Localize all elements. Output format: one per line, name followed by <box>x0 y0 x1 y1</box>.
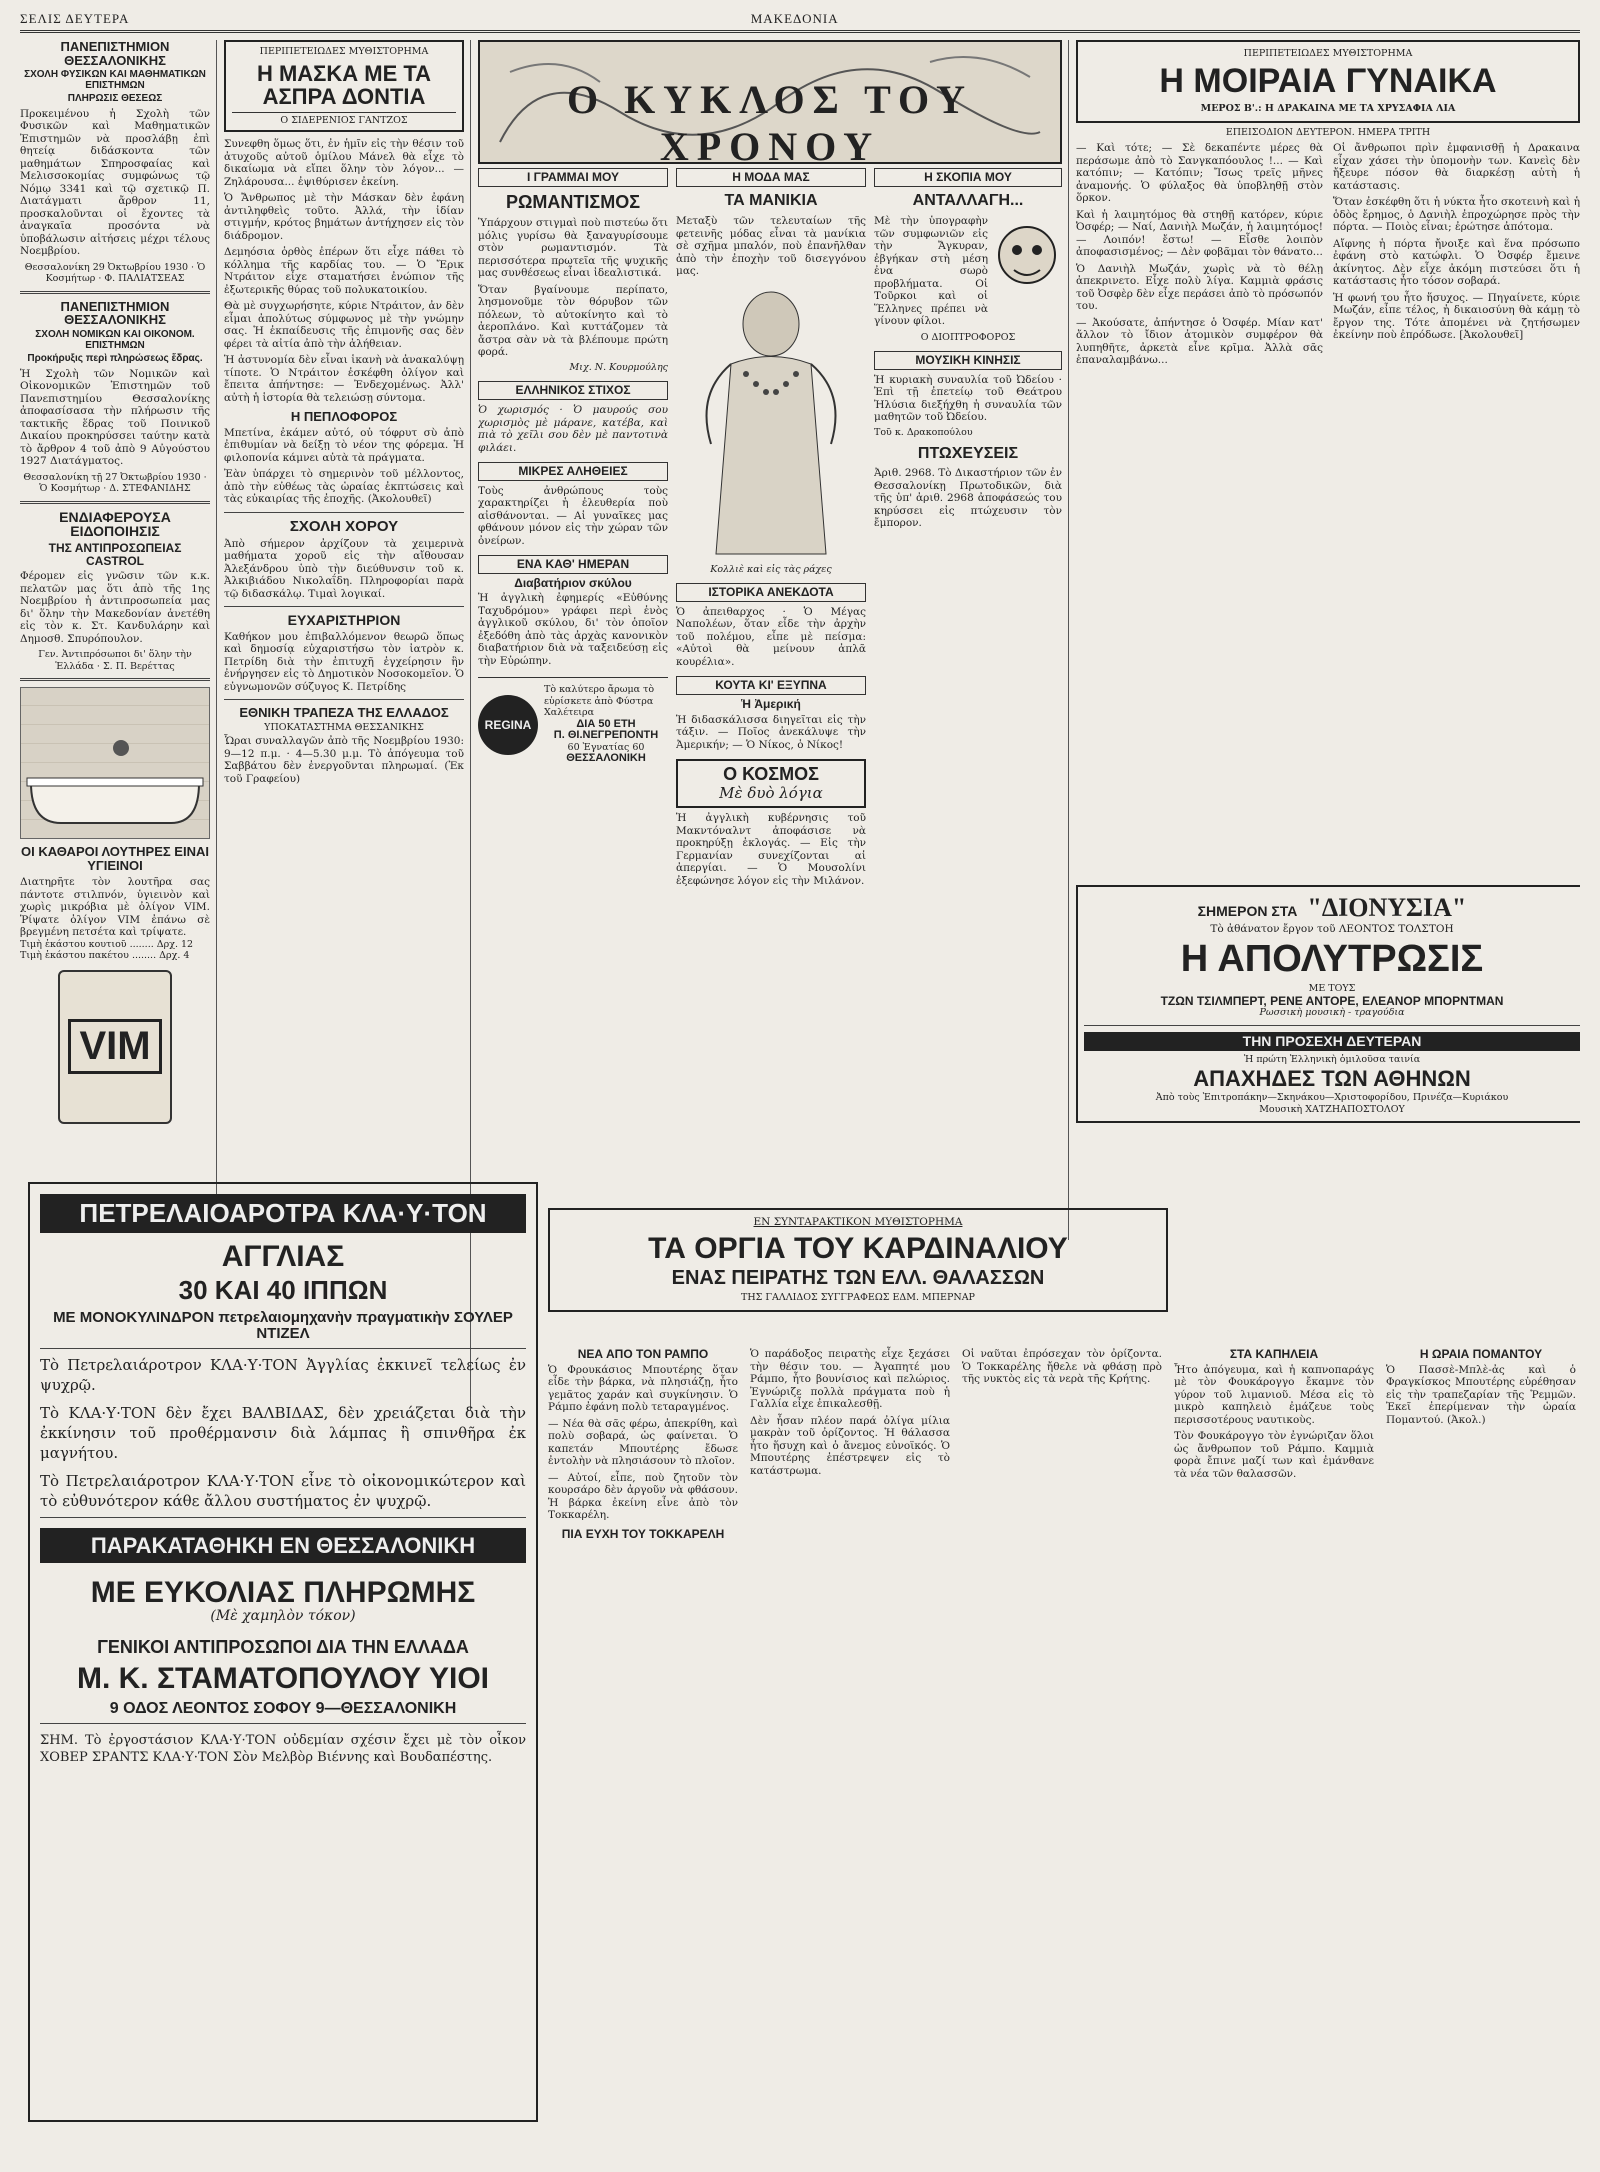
bathtub-illustration <box>20 687 210 839</box>
article-signature: Μιχ. Ν. Κουρμούλης <box>569 361 668 373</box>
cinema-cast: ΤΖΩΝ ΤΣΙΛΜΠΕΡΤ, ΡΕΝΕ ΑΝΤΟΡΕ, ΕΛΕΑΝΟΡ ΜΠΟΡΝΤΜΑΝ <box>1160 993 1504 1008</box>
cinema-next-line: Ἡ πρώτη Ἑλληνικὴ ὁμιλοῦσα ταινία <box>1243 1053 1421 1065</box>
notice-subheading: ΣΧΟΛΗ ΝΟΜΙΚΩΝ ΚΑΙ ΟΙΚΟΝΟΜ. ΕΠΙΣΤΗΜΩΝ <box>35 329 195 351</box>
vim-ad-heading: ΟΙ ΚΑΘΑΡΟΙ ΛΟΥΤΗΡΕΣ ΕΙΝΑΙ ΥΓΙΕΙΝΟΙ <box>21 844 209 873</box>
article-heading: ΠΤΩΧΕΥΣΕΙΣ <box>917 445 1019 463</box>
serial-body: Ὁ Δανιὴλ Μωζάν, χωρὶς νὰ τὸ θέλῃ ἀπεκρινετο. Εἶχε πολὺ λίγα. Καμμιὰ φράσις τοῦ Ὀσφὲρ δὲν εἶχε περάσει ἀπὸ τὸ πρόσωπόν του. <box>1076 262 1323 313</box>
cinema-next-cast: Ἀπὸ τοὺς Ἐπιτροπάκην—Σκηνάκου—Χριστοφορίδου, Πρινέζα—Κυριάκου <box>1155 1092 1509 1104</box>
ezine-subcol-middle <box>676 168 866 1198</box>
tractor-reps: ΓΕΝΙΚΟΙ ΑΝΤΙΠΡΟΣΩΠΟΙ ΔΙΑ ΤΗΝ ΕΛΛΑΔΑ <box>97 1637 469 1658</box>
cardinal-body: Ὁ Πασσὲ-Μπλὲ-ἀς καὶ ὁ Φραγκίσκος Μπουτέρης εὑρέθησαν εἰς τὴν τραπεζαρίαν τῆς Ῥεμμῶν. Ἐκεῖ ἐπερίμεναν τὴν ὡραία Πομαντού. (Ἀκολ.) <box>1386 1363 1576 1426</box>
vim-logo: VIM <box>68 1019 161 1074</box>
section-heading: ΣΧΟΛΗ ΧΟΡΟΥ <box>289 517 399 535</box>
tractor-terms: ΜΕ ΕΥΚΟΛΙΑΣ ΠΛΗΡΩΜΗΣ <box>90 1575 476 1609</box>
article-heading: Ο ΚΟΣΜΟΣ <box>723 764 819 785</box>
ezine-section <box>478 40 1062 1200</box>
cinema-ad <box>1076 885 1580 1123</box>
column-notices <box>20 40 210 1160</box>
cinema-music: Ρωσσικὴ μουσικὴ - τραγούδια <box>1259 1007 1405 1019</box>
notice-signature: Θεσσαλονίκη τῇ 27 Ὀκτωβρίου 1930 · Ὁ Κοσμήτωρ · Δ. ΣΤΕΦΑΝΙΔΗΣ <box>23 471 207 495</box>
article-heading: ΡΩΜΑΝΤΙΣΜΟΣ <box>505 191 641 212</box>
section-heading: ΚΟΥΤΑ ΚΙ' ΕΞΥΠΝΑ <box>676 676 866 695</box>
serial-body: Συνεφθη ὅμως ὅτι, ἐν ἡμῖν εἰς τὴν θέσιν τοῦ ἀτυχοῦς αὐτοῦ ὁμίλου Μάνελ θὰ εἶχε τὸ δικαίωμα νὰ εἴπει ὅλην τὸν λόγον... — Ζηλάρουσα... ἐψιθύρισεν ἐκείνη. <box>224 138 464 188</box>
cardinal-header <box>548 1208 1168 1312</box>
serial-author: Ο ΣΙΔΕΡΕΝΙΟΣ ΓΑΝΤΖΟΣ <box>232 112 456 127</box>
notice-signature: Θεσσαλονίκη 29 Ὀκτωβρίου 1930 · Ὁ Κοσμήτωρ · Φ. ΠΑΛΙΑΤΣΕΑΣ <box>24 261 206 285</box>
section-heading: Η ΠΕΠΛΟΦΟΡΟΣ <box>290 409 398 425</box>
serial-body: Δεμηόσια ὁρθὸς ἐπέρων ὅτι εἶχε πάθει τὸ κόλλημα τῆς καρδίας του. — Ὁ Ἔρικ Ντράιτον εἶχε σταματήσει ἐνώπιον τῆς ἐξωτερικῆς θύρας τοῦ πολυκατοικίου. <box>224 246 464 296</box>
section-heading: ΜΙΚΡΕΣ ΑΛΗΘΕΙΕΣ <box>478 462 668 481</box>
serial-body: — Καὶ τότε; — Σὲ δεκαπέντε μέρες θὰ περάσωμε ἀπὸ τὸ Σανγκαπόουλος !... — Καὶ κατόπιν; — Κατόπιν; Ἴσως τρεῖς μῆνες ἀναμονής. Ὁ φύλαξος θὰ ὑποβληθῇ στὸν ὅρκον. <box>1076 142 1323 205</box>
regina-logo <box>478 695 538 755</box>
article-body: Ἡ ἀγγλικὴ κυβέρνησις τοῦ Μακντόναλντ ἀποφάσισε νὰ προκηρύξῃ ἐκλογάς. — Εἰς τὴν Γερμανίαν συνεχίζονται αἱ ἀπεργίαι. — Ὁ Μουσολίνι ἐξεφώνησε λόγον εἰς τὴν Μιλάνον. <box>676 812 866 887</box>
cardinal-title: ΤΑ ΟΡΓΙΑ ΤΟΥ ΚΑΡΔΙΝΑΛΙΟΥ <box>648 1231 1068 1265</box>
article-body: Τοὺς ἀνθρώπους τοὺς χαρακτηρίζει ἡ ἐλευθερία ποὺ αἰσθάνονται. — Αἱ γυναῖκες μας φθάνουν μόνον εἰς τὴν χώραν τῶν ὀνείρων. <box>478 484 668 547</box>
article-body: Ἡ ἀγγλικὴ ἐφημερίς «Εὐθύνης Ταχυδρόμου» γράφει περὶ ἑνὸς ἀγγλικοῦ σκύλου, δι' τὸν ὁποῖον ἐξεδόθη ἀπὸ τὰς ἀρχὰς κανονικὸν διαβατήριον διὰ νὰ ταξειδεύσῃ εἰς τὴν Εὐρώπην. <box>478 592 668 667</box>
masthead <box>20 8 1580 33</box>
serial-body: Ἡ φωνή του ἦτο ἥσυχος. — Πηγαίνετε, κύριε Μωζάν, εἶπε τέλος, ἡ δικαιοσύνη θὰ κάμῃ τὸ ἔργον της. Τότε ἀπομένει νὰ ζητήσωμεν ἐκείνην ποὺ ἐπρόδωσε. [Ἀκολουθεῖ] <box>1333 291 1580 342</box>
bank-subheading: ΥΠΟΚΑΤΑΣΤΗΜΑ ΘΕΣΣΑΝΙΚΗΣ <box>264 721 424 733</box>
cardinal-heading: ΝΕΑ ΑΠΟ ΤΟΝ ΡΑΜΠΟ <box>577 1347 709 1361</box>
tractor-title: ΠΕΤΡΕΛΑΙΟΑΡΟΤΡΑ ΚΛΑ·Υ·ΤΟΝ <box>40 1194 526 1233</box>
section-heading: ΜΟΥΣΙΚΗ ΚΙΝΗΣΙΣ <box>874 351 1062 370</box>
vim-can-illustration <box>58 970 172 1124</box>
serial-tag: ΠΕΡΙΠΕΤΕΙΩΔΕΣ ΜΥΘΙΣΤΟΡΗΜΑ <box>1243 48 1413 59</box>
tractor-feature: Τὸ ΚΛΑ·Υ·ΤΟΝ δὲν ἔχει ΒΑΛΒΙΔΑΣ, δὲν χρειάζεται διὰ τὴν ἐκκίνησιν τοῦ προθέρμανσιν διὰ λάμπας ἢ σπινθῆρα ἐκ μαγνήτου. <box>40 1403 526 1462</box>
cardinal-body: — Αὐτοί, εἶπε, ποὺ ζητοῦν τὸν κουρσάρο δὲν ἀργοῦν νὰ φθάσουν. Ἡ βάρκα ἐκείνη εἶνε ἀπὸ τὸν Τοκκαρέλη. <box>548 1471 738 1522</box>
serial-title: Η ΜΑΣΚΑ ΜΕ ΤΑ ΑΣΠΡΑ ΔΟΝΤΙΑ <box>256 60 432 109</box>
column-serial-right <box>1076 40 1580 1290</box>
cardinal-body: Οἱ ναῦται ἐπρόσεχαν τὸν ὀρίζοντα. Ὁ Τοκκαρέλης ἤθελε νὰ φθάσῃ πρὸ τῆς νυκτὸς εἰς τὰ νερὰ τῆς Κρήτης. <box>962 1348 1162 1385</box>
serial-body: Ὅταν ἐσκέφθη ὅτι ἡ νύκτα ἦτο σκοτεινὴ καὶ ἡ ὁδὸς ἔρημος, ὁ Δανιὴλ ἐπροχώρησε πρὸς τὴν πόρτα. — Ποιὸς εἶναι; ἐρώτησε ἀπότομα. <box>1333 196 1580 234</box>
ezine-subcol-left <box>478 168 668 1198</box>
vim-price: Τιμὴ ἑκάστου κουτιοῦ ........ Δρχ. 12 <box>20 938 194 950</box>
tractor-feature: Τὸ Πετρελαιάροτρον ΚΛΑ·Υ·ΤΟΝ εἶνε τὸ οἰκονομικώτερον καὶ τὸ εὐθυνότερον κάθε ἄλλου συστήματος ἐν ψυχρῷ. <box>40 1471 526 1510</box>
serial-right-header <box>1076 40 1580 123</box>
section-heading: Η ΣΚΟΠΙΑ ΜΟΥ <box>874 168 1062 187</box>
notice-heading: ΠΑΝΕΠΙΣΤΗΜΙΟΝ ΘΕΣΣΑΛΟΝΙΚΗΣ <box>60 298 170 328</box>
cinema-next-title: ΑΠΑΧΗΔΕΣ ΤΩΝ ΑΘΗΝΩΝ <box>1193 1066 1471 1092</box>
cinema-with: ΜΕ ΤΟΥΣ <box>1308 983 1356 995</box>
cardinal-serial <box>548 1208 1580 2158</box>
article-body: Ἀριθ. 2968. Τὸ Δικαστήριον τῶν ἐν Θεσσαλονίκῃ Πρωτοδικῶν, διὰ τῆς ὑπ' ἀριθ. 2968 ἀποφάσεώς του κηρύσσει εἰς πτώχευσιν τὸν ἔμπορον. <box>874 467 1062 530</box>
illustration-caption: Κολλιὲ καὶ εἰς τὰς ράχες <box>710 563 832 575</box>
article-body: Ὑπάρχουν στιγμαὶ ποὺ πιστεύω ὅτι μόλις γυρίσω θὰ ξαναγυρίσουμε στὸν ρωμαντισμόν. Τὰ περισσότερα πρωτεῖα τῆς ψυχικῆς μας συνθέσεως εἶναι ἰδεαλιστικά. <box>478 217 668 280</box>
notice-subheading: ΣΧΟΛΗ ΦΥΣΙΚΩΝ ΚΑΙ ΜΑΘΗΜΑΤΙΚΩΝ ΕΠΙΣΤΗΜΩΝ <box>24 69 206 91</box>
notice-body: Προκειμένου ἡ Σχολὴ τῶν Φυσικῶν καὶ Μαθηματικῶν Ἐπιστημῶν νὰ προσλάβῃ ἐπὶ θητείᾳ διδάσκοντα τῶν μαθημάτων Σπηροσφαίας καὶ Μελισσοκομίας συμφώνως τῷ Νόμῳ 3341 καὶ τῷ σχετικῷ Π. Διατάγματι ἄρθρον 11, προσκαλοῦνται οἱ ἔχοντες τὰ ἀναγκαῖα προσόντα νὰ ὑποβάλωσιν αἰτήσεις μέχρι τέλους Νοεμβρίου. <box>20 107 210 258</box>
section-heading: ΕΛΛΗΝΙΚΟΣ ΣΤΙΧΟΣ <box>478 381 668 400</box>
regina-brand: REGINA <box>484 717 532 732</box>
notice-subheading: Προκήρυξις περὶ πληρώσεως ἕδρας. <box>27 353 203 365</box>
serial-subtitle: ΜΕΡΟΣ Β'.: Η ΔΡΑΚΑΙΝΑ ΜΕ ΤΑ ΧΡΥΣΑΦΙΑ ΛΙΑ <box>1200 103 1456 115</box>
article-heading: Ἡ Ἀμερική <box>741 697 801 712</box>
tractor-engine: ΜΕ ΜΟΝΟΚΥΛΙΝΔΡΟΝ πετρελαιομηχανὴν πραγματικὴν ΣΟΥΛΕΡ ΝΤΙΖΕΛ <box>53 1309 513 1342</box>
bank-body: Ὧραι συναλλαγῶν ἀπὸ τῆς Νοεμβρίου 1930: 9—12 π.μ. · 4—5.30 μ.μ. Τὸ ἀπόγευμα τοῦ Σαββάτου δὲν ἐνεργοῦνται πληρωμαί. (Ἐκ τοῦ Γραφείου) <box>224 735 464 785</box>
regina-ad <box>478 677 668 765</box>
notice-heading: ΕΝΔΙΑΦΕΡΟΥΣΑ ΕΙΔΟΠΟΙΗΣΙΣ <box>59 508 171 540</box>
section-heading: Ι ΓΡΑΜΜΑΙ ΜΟΥ <box>478 168 668 187</box>
cinema-theatre: "ΔΙΟΝΥΣΙΑ" <box>1307 893 1467 922</box>
article-body: Μὲ τὴν ὑπογραφὴν τῶν συμφωνιῶν εἰς τὴν Ἄγκυραν, ἐβγήκαν στὴ μέση ἐνα σωρὸ προβλήματα. Οἱ Τοῦρκοι καὶ οἱ Ἕλληνες πρέπει νὰ γίνουν φίλοι. <box>874 215 988 328</box>
tractor-company: Μ. Κ. ΣΤΑΜΑΤΟΠΟΥΛΟΥ ΥΙΟΙ <box>76 1662 490 1696</box>
bank-heading: ΕΘΝΙΚΗ ΤΡΑΠΕΖΑ ΤΗΣ ΕΛΛΑΔΟΣ <box>239 705 449 721</box>
cardinal-body: Ἦτο ἀπόγευμα, καὶ ἡ καπνοπαράγς μὲ τὸν Φουκάρογγο ἔκαμνε τὸν γύρον τοῦ λιμανιοῦ. Μέσα εἰς τὸ μικρὸ καπηλειὸ ἐμάζευε τοὺς περισσοτέρους ναυτικοὺς. <box>1174 1363 1374 1426</box>
notice-subheading: ΤΗΣ ΑΝΤΙΠΡΟΣΩΠΕΙΑΣ CASTROL <box>48 540 182 568</box>
section-body: Καθήκον μου ἐπιβαλλόμενον θεωρῶ ὅπως καὶ δημοσίᾳ εὐχαριστήσω τὸν ἰατρὸν κ. Πετρίδη διὰ τὴν ἐπιτυχῆ ἐγχείρησιν ἣν ἐνήργησεν εἰς τὸ Δημοτικὸν Νοσοκομεῖον. Ὁ εὐγνωμονῶν σύζυγος Κ. Πετρίδης <box>224 630 464 693</box>
article-body: Ὅταν βγαίνουμε περίπατο, λησμονοῦμε τὸν θόρυβον τῶν πόλεων, τὸ αὐτοκίνητο καὶ τὸ ἀεροπλάνο. Καὶ κυττάζομεν τὰ ἄστρα σὰν νὰ τὰ βλέπουμε πρώτη φορά. <box>478 283 668 359</box>
ezine-banner-title: Ο ΚΥΚΛΟΣ ΤΟΥ ΧΡΟΝΟΥ <box>566 77 974 169</box>
ezine-banner <box>478 40 1062 169</box>
cardinal-subtitle: ΕΝΑΣ ΠΕΙΡΑΤΗΣ ΤΩΝ ΕΛΛ. ΘΑΛΑΣΣΩΝ <box>671 1267 1045 1289</box>
cardinal-body: Ὁ Φρουκάσιος Μπουτέρης ὅταν εἶδε τὴν βάρκα, νὰ πλησιάζῃ, ἦτο γεμᾶτος χαράν καὶ συγκίνησιν. Ὁ Ράμπο ἐφάνη πολὺ τεταραγμένος. <box>548 1363 738 1414</box>
article-body: Ἡ κυριακὴ συναυλία τοῦ Ὠδείου · Ἐπὶ τῇ ἐπετείῳ τοῦ Θεάτρου Ἠλύσια διεξήχθη ἡ συναυλία τῶν μαθητῶν τοῦ Ὠδείου. <box>874 373 1062 424</box>
serial-body: Θὰ μὲ συγχωρήσητε, κύριε Ντράιτον, ἀν δὲν εἶμαι ἀπολύτως σύμφωνος μὲ τὴν γνώμην σας. Ἡ ἐκπαίδευσις τῆς ἐπιμονῆς σας δὲν φέρει τὰ αἰτία ἀπὸ τὴν ἀλήθειαν. <box>224 300 464 350</box>
tractor-terms-note: (Μὲ χαμηλὸν τόκον) <box>210 1608 356 1625</box>
serial-body: Ἡ ἀστυνομία δὲν εἶναι ἱκανὴ νὰ ἀνακαλύψῃ τίποτε. Ὁ Ντράιτον ἐσκέφθη ὀλίγον καὶ ἔπειτα ἀπήντησε: — Ἐνδεχομένως. Ἀλλ' αὐτὴ ἡ ἱστορία θὰ τελειώσῃ σύντομα. <box>224 354 464 404</box>
tractor-address: 9 ΟΔΟΣ ΛΕΟΝΤΟΣ ΣΟΦΟΥ 9—ΘΕΣΣΑΛΟΝΙΚΗ <box>109 1699 457 1717</box>
section-heading: ΕΝΑ ΚΑΘ' ΗΜΕΡΑΝ <box>478 555 668 574</box>
serial-body: Ὁ Ἄνθρωπος μὲ τὴν Μάσκαν δὲν ἐφάνη ἀντιληφθεὶς τοῦτο. Ἀλλά, τὴν ἰδίαν στιγμήν, κρότος βημάτων ἀντήχησεν εἰς τὸν διάδρομον. <box>224 192 464 242</box>
notice-body: Φέρομεν εἰς γνῶσιν τῶν κ.κ. πελατῶν μας ὅτι ἀπὸ τῆς 1ης Νοεμβρίου ἡ ἀντιπροσωπεία μας δι' ὅλην τὴν Μακεδονίαν ἀνετέθη εἰς τὸν κ. Στ. Κανδυλάρην καὶ Δημοσθ. Σπυρόπουλον. <box>20 570 210 645</box>
cardinal-author: ΤΗΣ ΓΑΛΛΙΔΟΣ ΣΥΓΓΡΑΦΕΩΣ ΕΔΜ. ΜΠΕΡΝΑΡ <box>741 1292 975 1303</box>
world-news-box <box>676 759 866 808</box>
vim-ad-body: Διατηρῆτε τὸν λουτῆρα σας πάντοτε στιλπνόν, ὑγιεινὸν καὶ χωρὶς μικρόβια μὲ ὀλίγον VIM. Ῥίψατε ὀλίγον VIM ἐπάνω σὲ βρεγμένη πετσέτα καὶ τρίψατε. <box>20 876 210 939</box>
section-body: Ἀπὸ σήμερον ἀρχίζουν τὰ χειμερινὰ μαθήματα χοροῦ εἰς τὴν αἴθουσαν Ἀλεξάνδρου ὑπὸ τὴν διεύθυνσιν τοῦ κ. Ἀλκιβιάδου Νικολαΐδη. Πληροφορίαι παρὰ τῷ διδασκάλῳ. Τιμαὶ λογικαί. <box>224 537 464 600</box>
ezine-subcol-right <box>874 168 1062 1198</box>
regina-address: 60 Ἐγνατίας 60 <box>567 741 645 753</box>
newspaper-name: ΜΑΚΕΔΟΝΙΑ <box>750 11 839 26</box>
article-body: Ὁ ἀπειθαρχος · Ὁ Μέγας Ναπολέων, ὅταν εἶδε τὴν ἀρχὴν τοῦ πολέμου, εἶπε μὲ πείσμα: «Αὐτοὶ θὰ μείνουν ἀπλᾶ κουρέλια». <box>676 605 866 668</box>
notice-signature: Γεν. Ἀντιπρόσωποι δι' ὅλην τὴν Ἑλλάδα · Σ. Π. Βερέττας <box>38 649 192 672</box>
serial-body: Καὶ ἡ λαιμητόμος θὰ στηθῇ κατόρεν, κύριε Ὀσφέρ; — Ναί, Δανιὴλ Μωζάν, ἡ λαιμητόμος! — Λοιπόν! ἔστω! — Εἶσθε λοιπὸν ἀποφασισμένος; — Δὲν φοβᾶμαι τὸν θάνατο... <box>1076 208 1323 259</box>
cardinal-heading: Η ΩΡΑΙΑ ΠΟΜΑΝΤΟΥ <box>1419 1347 1543 1361</box>
serial-body: Οἱ ἄνθρωποι πρὶν ἐμφανισθῇ ἡ Δρακαινα εἶχαν χάσει τὴν ὑπομονὴν των. Κανεὶς δὲν ἤξευρε πόσον θὰ διαρκέσῃ αὐτὴ ἡ κατάστασις. <box>1333 142 1580 192</box>
regina-years: ΔΙΑ 50 ΕΤΗ <box>576 717 636 730</box>
section-heading: Η ΜΟΔΑ ΜΑΣ <box>676 168 866 187</box>
tractor-depot: ΠΑΡΑΚΑΤΑΘΗΚΗ ΕΝ ΘΕΣΣΑΛΟΝΙΚΗ <box>40 1528 526 1563</box>
serial-tag: ΠΕΡΙΠΕΤΕΙΩΔΕΣ ΜΥΘΙΣΤΟΡΗΜΑ <box>259 46 429 57</box>
tractor-origin: ΑΓΓΛΙΑΣ <box>221 1240 345 1274</box>
serial-header <box>224 40 464 132</box>
article-body: Ἡ διδασκάλισσα διηγεῖται εἰς τὴν τάξιν. — Ποῖος ἀνεκάλυψε τὴν Ἀμερικήν; — Ὁ Νίκος, ὁ Νίκος! <box>676 713 866 751</box>
vim-price: Τιμὴ ἑκάστου πακέτου ........ Δρχ. 4 <box>20 950 190 962</box>
regina-city: ΘΕΣΣΑΛΟΝΙΚΗ <box>566 752 646 765</box>
cardinal-heading: ΠΙΑ ΕΥΧΗ ΤΟΥ ΤΟΚΚΑΡΕΛΗ <box>561 1526 725 1541</box>
article-subheading: Μὲ δυὸ λόγια <box>719 784 823 803</box>
notice-body: Ἡ Σχολὴ τῶν Νομικῶν καὶ Οἰκονομικῶν Ἐπιστημῶν τοῦ Πανεπιστημίου Θεσσαλονίκης ἀποφασίσασα τὴν πλήρωσιν τῆς τακτικῆς ἕδρας τοῦ Ποινικοῦ Δικαίου προκηρύσσει ταύτην κατὰ τὸ ἄρθρον 4 τοῦ ἀπὸ 9 Αὐγούστου 1927 Διατάγματος. <box>20 367 210 468</box>
section-body: Μπετίνα, ἐκάμεν αὐτό, οὐ τόφρυτ σὺ ἀπὸ ἐπιθυμίαν νὰ δείξῃ τὸ νέον της φόρεμα. Ἡ φιλοπονία κάμνει αὐτὰ τὰ πράγματα. <box>224 426 464 464</box>
cardinal-body: Ὁ παράδοξος πειρατὴς εἶχε ξεχάσει τὴν θέσιν του. — Ἀγαπητέ μου Ράμπο, ἦτο βουνίσιος καὶ πελώριος. Ἐγνώριζε πολλὰ πράγματα ποὺ ἡ Γαλλία εἶχε ἐπικαλεσθῇ. <box>750 1348 950 1410</box>
cinema-line: Τὸ ἀθάνατον ἔργον τοῦ ΛΕΟΝΤΟΣ ΤΟΛΣΤΟΗ <box>1210 923 1454 935</box>
cardinal-body: Δὲν ἦσαν πλέον παρά ὀλίγα μίλια μακρὰν τοῦ ὀρίζοντος. Ἡ θάλασσα ἦτο ἥσυχη καὶ ὁ ἄνεμος εὐνοϊκός. Ὁ Μπουτέρης ἐπέστρεψεν εἰς τὸ κατάστρωμα. <box>750 1414 950 1477</box>
cardinal-heading: ΣΤΑ ΚΑΠΗΛΕΙΑ <box>1229 1347 1319 1361</box>
article-signature: Τοῦ κ. Δρακοπούλου <box>874 426 973 438</box>
serial-body: — Ἀκούσατε, ἀπήντησε ὁ Ὀσφέρ. Μίαν κατ' ἄλλον τὸ ἴδιον ἀτομικὸν συμφέρον θὰ λυπηθῆτε, ἀρκετὰ εἶνε κρῖμα. Ἀλλὰ σᾶς ἐπαναλαμβάνω... <box>1076 316 1323 367</box>
cardinal-tag: ΕΝ ΣΥΝΤΑΡΑΚΤΙΚΟΝ ΜΥΘΙΣΤΟΡΗΜΑ <box>753 1216 963 1228</box>
section-heading: ΙΣΤΟΡΙΚΑ ΑΝΕΚΔΟΤΑ <box>676 583 866 602</box>
article-heading: ΑΝΤΑΛΛΑΓΗ... <box>912 191 1024 209</box>
tractor-ad <box>28 1182 538 2122</box>
regina-shop: Π. ΘΙ.ΝΕΓΡΕΠΟΝΤΗ <box>553 729 659 742</box>
section-heading: ΕΥΧΑΡΙΣΤΗΡΙΟΝ <box>287 612 401 629</box>
article-heading: ΤΑ ΜΑΝΙΚΙΑ <box>724 191 818 209</box>
caricature-illustration <box>992 215 1062 305</box>
tractor-power: 30 ΚΑΙ 40 ΙΠΠΩΝ <box>178 1274 388 1305</box>
poem-body: Ὁ χωρισμός · Ὁ μαυρούς σου χωρισμὸς μὲ μάρανε, κατέβα, καὶ πιὰ τὸ χεῖλι σου δὲν μὲ παντοτινὰ φιλάει. <box>478 404 668 454</box>
article-signature: Ο ΔΙΟΠΤΡΟΦΟΡΟΣ <box>920 331 1016 343</box>
section-body: Ἐὰν ὑπάρχει τὸ σημερινὸν τοῦ μέλλοντος, ἀπὸ τὴν εὐθέως τὰς ὡραίας ἐκπτώσεις καὶ τὰς εὐκαιρίας τῆς ἐποχῆς. (Ἀκολουθεῖ) <box>224 468 464 506</box>
article-body: Μεταξὺ τῶν τελευταίων τῆς φετεινῆς μόδας εἶναι τὰ μανίκια σὲ σχῆμα μπαλόν, ποὺ ἐπανῆλθαν ἀπὸ τὴν ἐποχὴν τοῦ δισεγγόνου μας. <box>676 215 866 278</box>
cinema-next: ΤΗΝ ΠΡΟΣΕΧΗ ΔΕΥΤΕΡΑΝ <box>1084 1032 1580 1051</box>
page-label: ΣΕΛΙΣ ΔΕΥΤΕΡΑ <box>20 11 130 26</box>
cinema-title: Η ΑΠΟΛΥΤΡΩΣΙΣ <box>1180 937 1484 980</box>
cardinal-body: — Νέα θὰ σᾶς φέρω, ἀπεκρίθη, καὶ πολὺ σοβαρά, ὡς φαίνεται. Ὁ καπετάν Μπουτέρης ἔδωσε ἐντολὴν νὰ πλησιάσουν τὸ πλοῖον. <box>548 1417 738 1468</box>
tractor-note: ΣΗΜ. Τὸ ἐργοστάσιον ΚΛΑ·Υ·ΤΟΝ οὐδεμίαν σχέσιν ἔχει μὲ τὸν οἶκον ΧΟΒΕΡ ΣΡΑΝΤΣ ΚΛΑ·Υ·ΤΟΝ Σὸν Μελβὸρ Βιέννης καὶ Βουδαπέστης. <box>40 1733 526 1766</box>
cinema-today: ΣΗΜΕΡΟΝ ΣΤΑ <box>1197 903 1298 919</box>
article-heading: Διαβατήριον σκύλου <box>514 575 632 590</box>
serial-body: Αἴφνης ἡ πόρτα ἤνοιξε καὶ ἕνα πρόσωπο ἐφάνη στὸ κατώφλι. Ὁ Ὀσφέρ ἔμεινε ἀκίνητος. Δὲν εἶχε ἀκόμη πιστεύσει ὅτι ἡ κατάστασις ἦτο τόσον σοβαρά. <box>1333 237 1580 288</box>
cardinal-body: Τὸν Φουκάρογγο τὸν ἐγνώριζαν ὅλοι ὡς ἄνθρωπον τοῦ Ράμπο. Καμμιὰ φορὰ ἔπινε μαζί των καὶ ἐμάνθανε τὰ νέα τῶν θαλασσῶν. <box>1174 1430 1374 1480</box>
tractor-feature: Τὸ Πετρελαιάροτρον ΚΛΑ·Υ·ΤΟΝ Ἀγγλίας ἐκκινεῖ τελείως ἐν ψυχρῷ. <box>40 1355 526 1394</box>
column-serial <box>224 40 464 1230</box>
serial-episode: ΕΠΕΙΣΟΔΙΟΝ ΔΕΥΤΕΡΟΝ. ΗΜΕΡΑ ΤΡΙΤΗ <box>1225 126 1431 138</box>
fashion-illustration <box>676 284 866 564</box>
regina-side-text: Τὸ καλύτερο ἄρωμα τὸ εὑρίσκετε ἀπὸ Φύστρα Χαλέτειρα <box>544 684 655 719</box>
cinema-next-music: Μουσικὴ ΧΑΤΖΗΑΠΟΣΤΟΛΟΥ <box>1259 1103 1405 1115</box>
serial-title: Η ΜΟΙΡΑΙΑ ΓΥΝΑΙΚΑ <box>1159 61 1497 100</box>
notice-subheading: ΠΛΗΡΩΣΙΣ ΘΕΣΕΩΣ <box>67 93 163 105</box>
notice-heading: ΠΑΝΕΠΙΣΤΗΜΙΟΝ ΘΕΣΣΑΛΟΝΙΚΗΣ <box>60 40 170 68</box>
